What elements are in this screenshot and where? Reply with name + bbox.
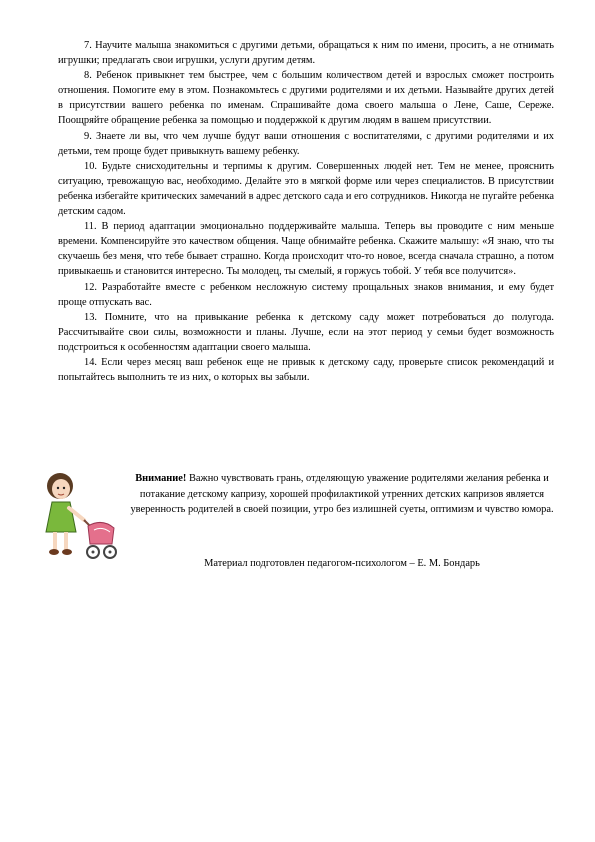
notice-text [122, 471, 562, 518]
paragraph-11: 11. В период адаптации эмоционально поддерживайте малыша. Теперь вы проводите с ним меньше времени. Компенсируйте это качеством общения. Чаще обнимайте ребенка. Скажите малышу: «Я знаю, что ты скучаешь без меня, что тебе бывает страшно. Когда происходит что-то новое, всегда сначала страшно, а потом привыкаешь и становится интересно. Ты молодец, ты смелый, я горжусь тобой. У тебя все получится». [58, 221, 554, 278]
notice-body: Важно чувствовать грань, отделяющую уважение родителями желания ребенка и потакание детскому капризу, хорошей профилактикой утренних детских капризов является уверенность родителей в своей позиции, утро без излишней суеты, оптимизм и чувство юмора. [130, 473, 554, 516]
paragraph-10: 10. Будьте снисходительны и терпимы к другим. Совершенных людей нет. Тем не менее, прояснить ситуацию, тревожащую вас, необходимо. Делайте это в мягкой форме или через специалистов. В присутствии ребенка избегайте критических замечаний в адрес детского сада и его сотрудников. Никогда не пугайте ребенка детским садом. [58, 160, 554, 218]
paragraph-8: 8. Ребенок привыкнет тем быстрее, чем с большим количеством детей и взрослых сможет построить отношения. Помогите ему в этом. Познакомьтесь с другими родителями и их детьми. Называйте других детей в присутствии вашего ребенка по именам. Спрашивайте дома своего малыша о Лене, Саше, Сереже. Поощряйте обращение ребенка за помощью и поддержкой к другим людям в вашем присутствии. [58, 70, 554, 127]
paragraph-12: 12. Разработайте вместе с ребенком несложную систему прощальных знаков внимания, и ему будет проще отпускать вас. [58, 281, 554, 308]
paragraph-7: 7. Научите малыша знакомиться с другими детьми, обращаться к ним по имени, просить, а не отнимать игрушки; предлагать свои игрушки, услуги другим детям. [58, 40, 554, 67]
author-credit: Материал подготовлен педагогом-психологом – Е. М. Бондарь [204, 558, 480, 569]
notice-block [36, 470, 566, 580]
notice-label: Внимание! [135, 473, 187, 484]
paragraph-13: 13. Помните, что на привыкание ребенка к детскому саду может потребоваться до полугода. Рассчитывайте свои силы, возможности и планы. Лучше, если на этот период у семьи будет возможность подстроиться к особенностям адаптации своего малыша. [58, 311, 554, 353]
paragraph-14: 14. Если через месяц ваш ребенок еще не привык к детскому саду, проверьте список рекомендаций и попытайтесь выполнить те из них, о которых вы забыли. [58, 356, 554, 384]
paragraph-9: 9. Знаете ли вы, что чем лучше будут ваши отношения с воспитателями, с другими родителями и их детьми, тем проще будет привыкнуть вашему ребенку. [58, 130, 554, 157]
girl-with-doll-stroller-icon [36, 470, 118, 566]
recommendations-list [58, 38, 554, 385]
